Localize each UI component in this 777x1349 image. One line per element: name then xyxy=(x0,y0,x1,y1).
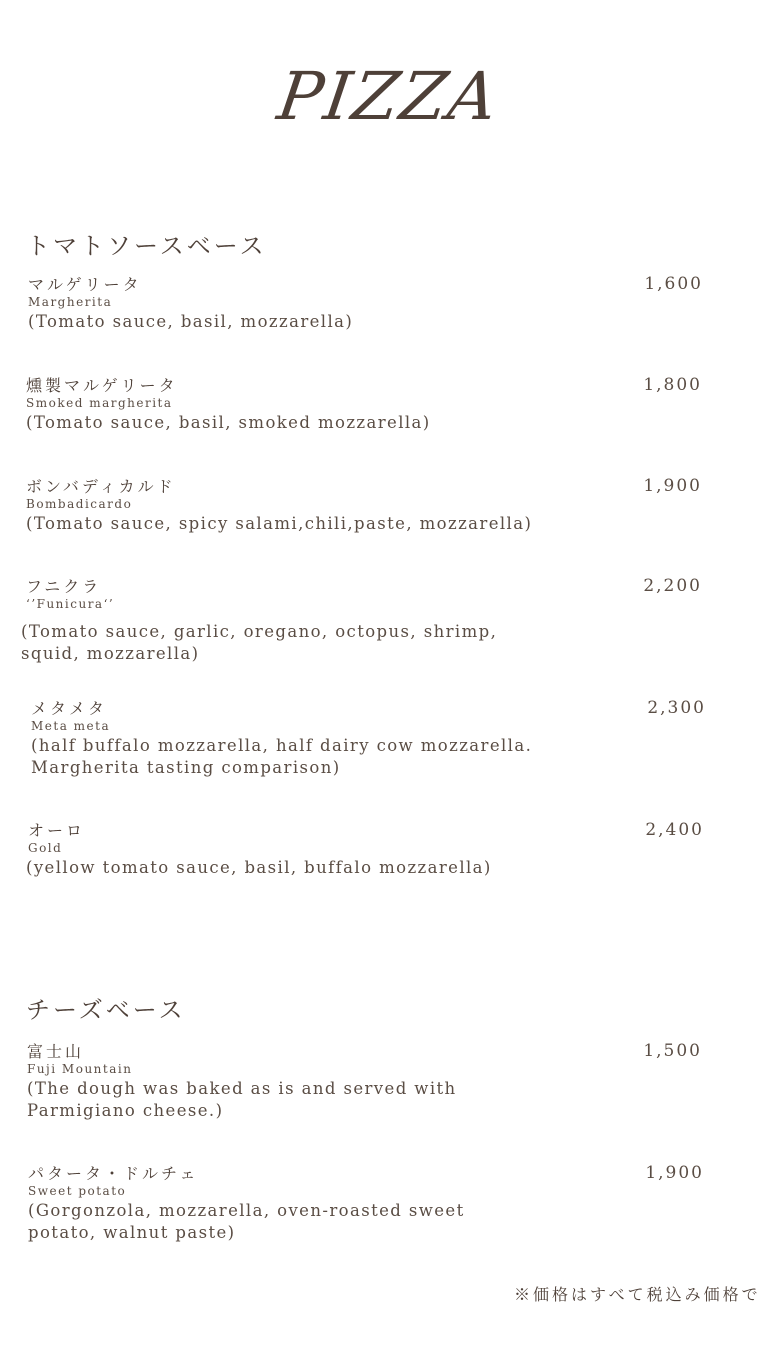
item-price: 1,800 xyxy=(643,375,702,395)
item-price: 2,300 xyxy=(647,698,706,718)
item-description: (half buffalo mozzarella, half dairy cow mozzarella. Margherita tasting comparison) xyxy=(31,736,533,777)
menu-title: PIZZA xyxy=(273,58,504,135)
item-description: (Tomato sauce, spicy salami,chili,paste, mozzarella) xyxy=(26,514,533,533)
item-price: 2,400 xyxy=(645,820,704,840)
item-name-en: Meta meta xyxy=(31,719,111,733)
section-heading-cheese: チーズベース xyxy=(26,996,186,1024)
item-name-jp: 富士山 xyxy=(27,1042,85,1061)
item-name-jp: マルゲリータ xyxy=(28,275,142,294)
item-name-jp: パタータ・ドルチェ xyxy=(28,1164,199,1183)
item-name-jp: メタメタ xyxy=(31,699,108,718)
item-name-en: Fuji Mountain xyxy=(27,1062,133,1076)
item-description: (yellow tomato sauce, basil, buffalo mozzarella) xyxy=(26,858,492,877)
item-price: 2,200 xyxy=(643,576,702,596)
item-price: 1,900 xyxy=(643,476,702,496)
section-heading-tomato: トマトソースベース xyxy=(26,232,267,260)
tax-note: ※価格はすべて税込み価格で xyxy=(514,1285,761,1304)
item-price: 1,900 xyxy=(645,1163,704,1183)
item-description: (The dough was baked as is and served with Parmigiano cheese.) xyxy=(27,1079,457,1120)
item-name-jp: フニクラ xyxy=(26,577,102,596)
item-name-en: ‘’Funicura‘’ xyxy=(26,597,115,611)
item-description: (Tomato sauce, basil, smoked mozzarella) xyxy=(26,413,431,432)
item-name-en: Gold xyxy=(28,841,63,855)
item-name-en: Sweet potato xyxy=(28,1184,127,1198)
item-name-jp: ボンバディカルド xyxy=(26,477,176,496)
item-name-en: Bombadicardo xyxy=(26,497,133,511)
item-price: 1,500 xyxy=(643,1041,702,1061)
item-name-en: Margherita xyxy=(28,295,113,309)
item-name-jp: 燻製マルゲリータ xyxy=(26,376,178,395)
item-description: (Tomato sauce, basil, mozzarella) xyxy=(28,312,354,331)
item-description: (Gorgonzola, mozzarella, oven-roasted sweet potato, walnut paste) xyxy=(28,1201,465,1242)
item-description: (Tomato sauce, garlic, oregano, octopus, shrimp, squid, mozzarella) xyxy=(21,622,498,663)
item-name-jp: オーロ xyxy=(28,821,86,840)
item-price: 1,600 xyxy=(644,274,703,294)
item-name-en: Smoked margherita xyxy=(26,396,173,410)
